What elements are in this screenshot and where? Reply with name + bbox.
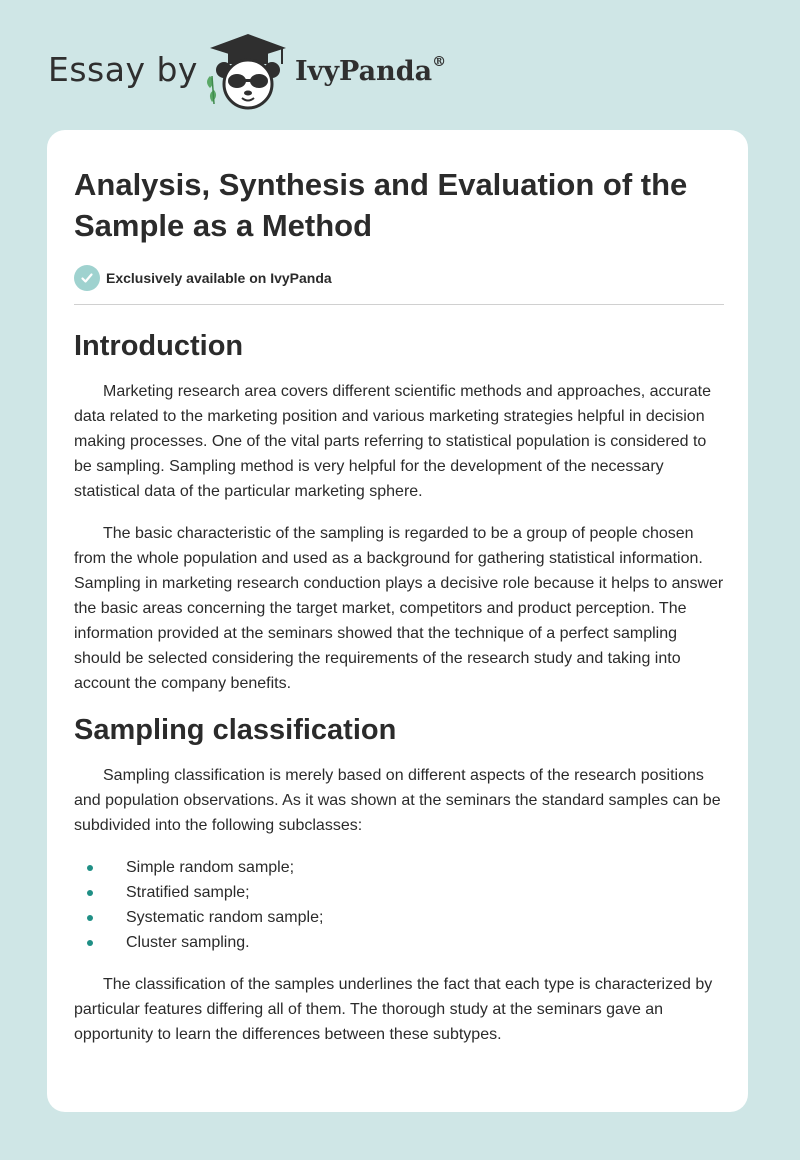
exclusive-badge bbox=[74, 264, 724, 292]
bullet-icon bbox=[87, 865, 93, 871]
brand-text: IvyPanda bbox=[295, 56, 433, 87]
brand-name[interactable] bbox=[295, 56, 446, 87]
essay-card bbox=[47, 130, 748, 1112]
list-item-text: Cluster sampling. bbox=[126, 934, 250, 951]
site-header bbox=[0, 0, 800, 130]
bullet-icon bbox=[87, 890, 93, 896]
list-item bbox=[74, 880, 724, 905]
list-item-text: Stratified sample; bbox=[126, 884, 250, 901]
essay-content bbox=[74, 164, 724, 1064]
essay-title: Analysis, Synthesis and Evaluation of the Sample as a Method bbox=[74, 167, 688, 243]
list-item bbox=[74, 930, 724, 955]
list-item bbox=[74, 855, 724, 880]
bullet-icon bbox=[87, 940, 93, 946]
bullet-icon bbox=[87, 915, 93, 921]
title-divider bbox=[74, 304, 724, 305]
paragraph: The classification of the samples underlines the fact that each type is characterized by particular features differing all of them. The thorough study at the seminars gave an opportunity to learn the differences between these subtypes. bbox=[74, 976, 713, 1043]
essay-by-label: Essay by bbox=[48, 50, 198, 89]
check-circle-icon bbox=[74, 265, 100, 291]
registered-mark: ® bbox=[432, 54, 447, 70]
ivypanda-logo-icon[interactable] bbox=[200, 30, 292, 110]
subclass-list bbox=[74, 855, 724, 955]
section-heading-introduction: Introduction bbox=[74, 330, 244, 362]
section-heading-sampling-classification: Sampling classification bbox=[74, 714, 397, 746]
paragraph: Sampling classification is merely based on different aspects of the research positions and population observations. As it was shown at the seminars the standard samples can be subdivided into the following subclasses: bbox=[74, 767, 721, 834]
list-item-text: Simple random sample; bbox=[126, 859, 295, 876]
paragraph: Marketing research area covers different scientific methods and approaches, accurate data related to the marketing position and various marketing strategies helpful in decision making processes. One of the vital parts referring to statistical population is considered to be sampling. Sampling method is very helpful for the development of the necessary statistical data of the particular marketing sphere. bbox=[74, 383, 712, 500]
exclusive-badge-text: Exclusively available on IvyPanda bbox=[106, 270, 332, 286]
list-item-text: Systematic random sample; bbox=[126, 909, 324, 926]
paragraph: The basic characteristic of the sampling is regarded to be a group of people chosen from the whole population and used as a background for gathering statistical information. Sampling in marketing research conduction plays a decisive role because it helps to answer the basic areas concerning the target market, competitors and product perception. The information provided at the seminars showed that the technique of a perfect sampling should be selected considering the requirements of the research study and taking into account the company benefits. bbox=[74, 525, 724, 692]
list-item bbox=[74, 905, 724, 930]
